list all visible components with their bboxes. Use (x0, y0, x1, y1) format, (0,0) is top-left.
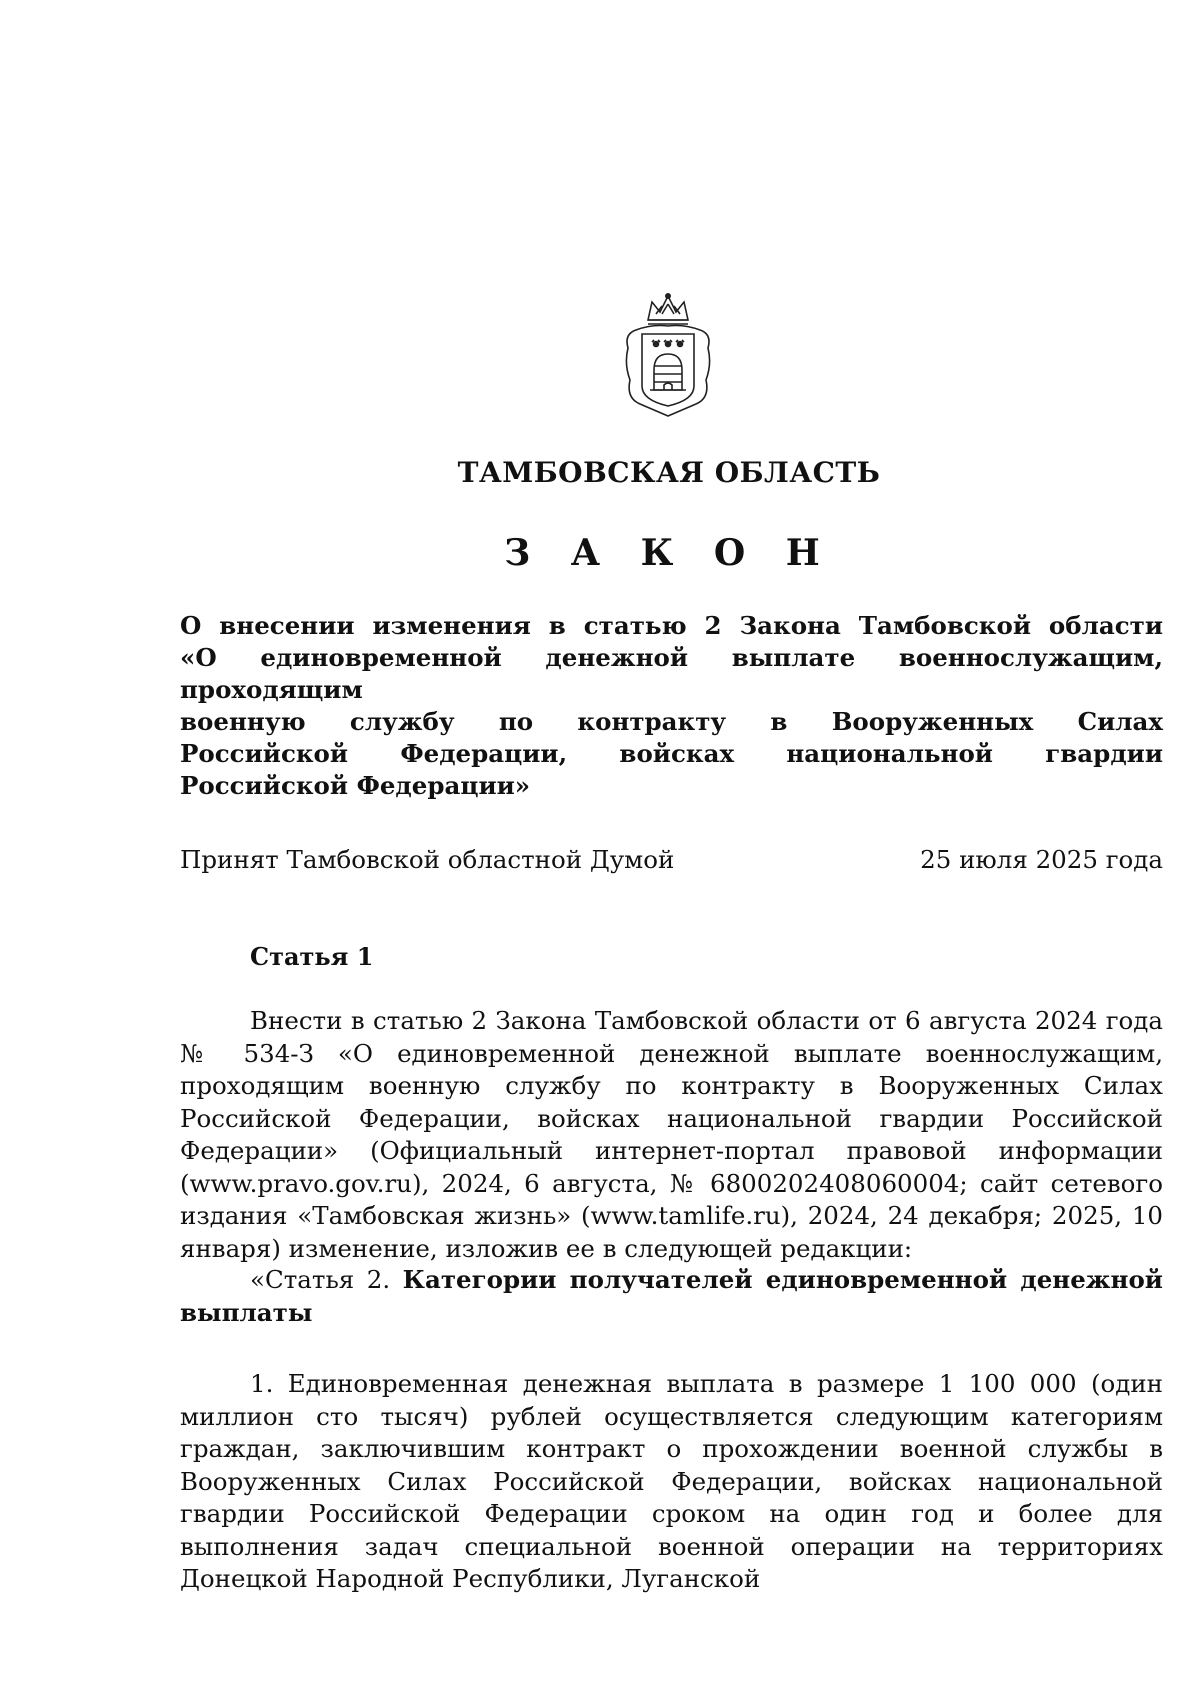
subject-line: Российской Федерации, войсках национальной гвардии (180, 739, 1163, 768)
point-1-text: 1. Единовременная денежная выплата в размере 1 100 000 (один миллион сто тысяч) рублей осуществляется следующим категориям граждан, заключившим контракт о прохождении военной службы в Вооруженных Силах Российской Федерации, войсках национальной гвардии Российской Федерации сроком на один год и более для выполнения задач специальной военной операции на территориях Донецкой Народной Республики, Луганской (180, 1369, 1163, 1593)
coat-of-arms-icon (618, 290, 718, 420)
subject-line: О внесении изменения в статью 2 Закона Тамбовской области (180, 611, 1163, 640)
article-heading: Статья 1 (250, 942, 374, 971)
document-type-title: З А К О Н (504, 532, 834, 574)
law-subject-title (180, 610, 1163, 802)
subject-line: военную службу по контракту в Вооруженных Силах (180, 707, 1163, 736)
subject-line: «О единовременной денежной выплате военнослужащим, проходящим (180, 643, 1163, 704)
adoption-line (180, 844, 1163, 876)
article-intro-text: Внести в статью 2 Закона Тамбовской области от 6 августа 2024 года № 534-З «О единовременной денежной выплате военнослужащим, проходящим военную службу по контракту в Вооруженных Силах Российской Федерации, войсках национальной гвардии Российской Федерации» (Официальный интернет-портал правовой информации (www.pravo.gov.ru), 2024, 6 августа, № 6800202408060004; сайт сетевого издания «Тамбовская жизнь» (www.tamlife.ru), 2024, 24 декабря; 2025, 10 января) изменение, изложив ее в следующей редакции: (180, 1006, 1163, 1263)
new-article-heading (180, 1264, 1163, 1329)
subject-line: Российской Федерации» (180, 771, 531, 800)
region-title: ТАМБОВСКАЯ ОБЛАСТЬ (457, 456, 881, 489)
point-1-paragraph (180, 1368, 1163, 1596)
article-intro-paragraph (180, 1005, 1163, 1265)
adoption-date: 25 июля 2025 года (920, 845, 1163, 874)
new-article-line (180, 1264, 1163, 1329)
new-article-prefix: «Статья 2. (250, 1265, 391, 1294)
new-article-title: Категории получателей единовременной денежной выплаты (180, 1265, 1163, 1327)
adopted-by: Принят Тамбовской областной Думой (180, 845, 675, 874)
